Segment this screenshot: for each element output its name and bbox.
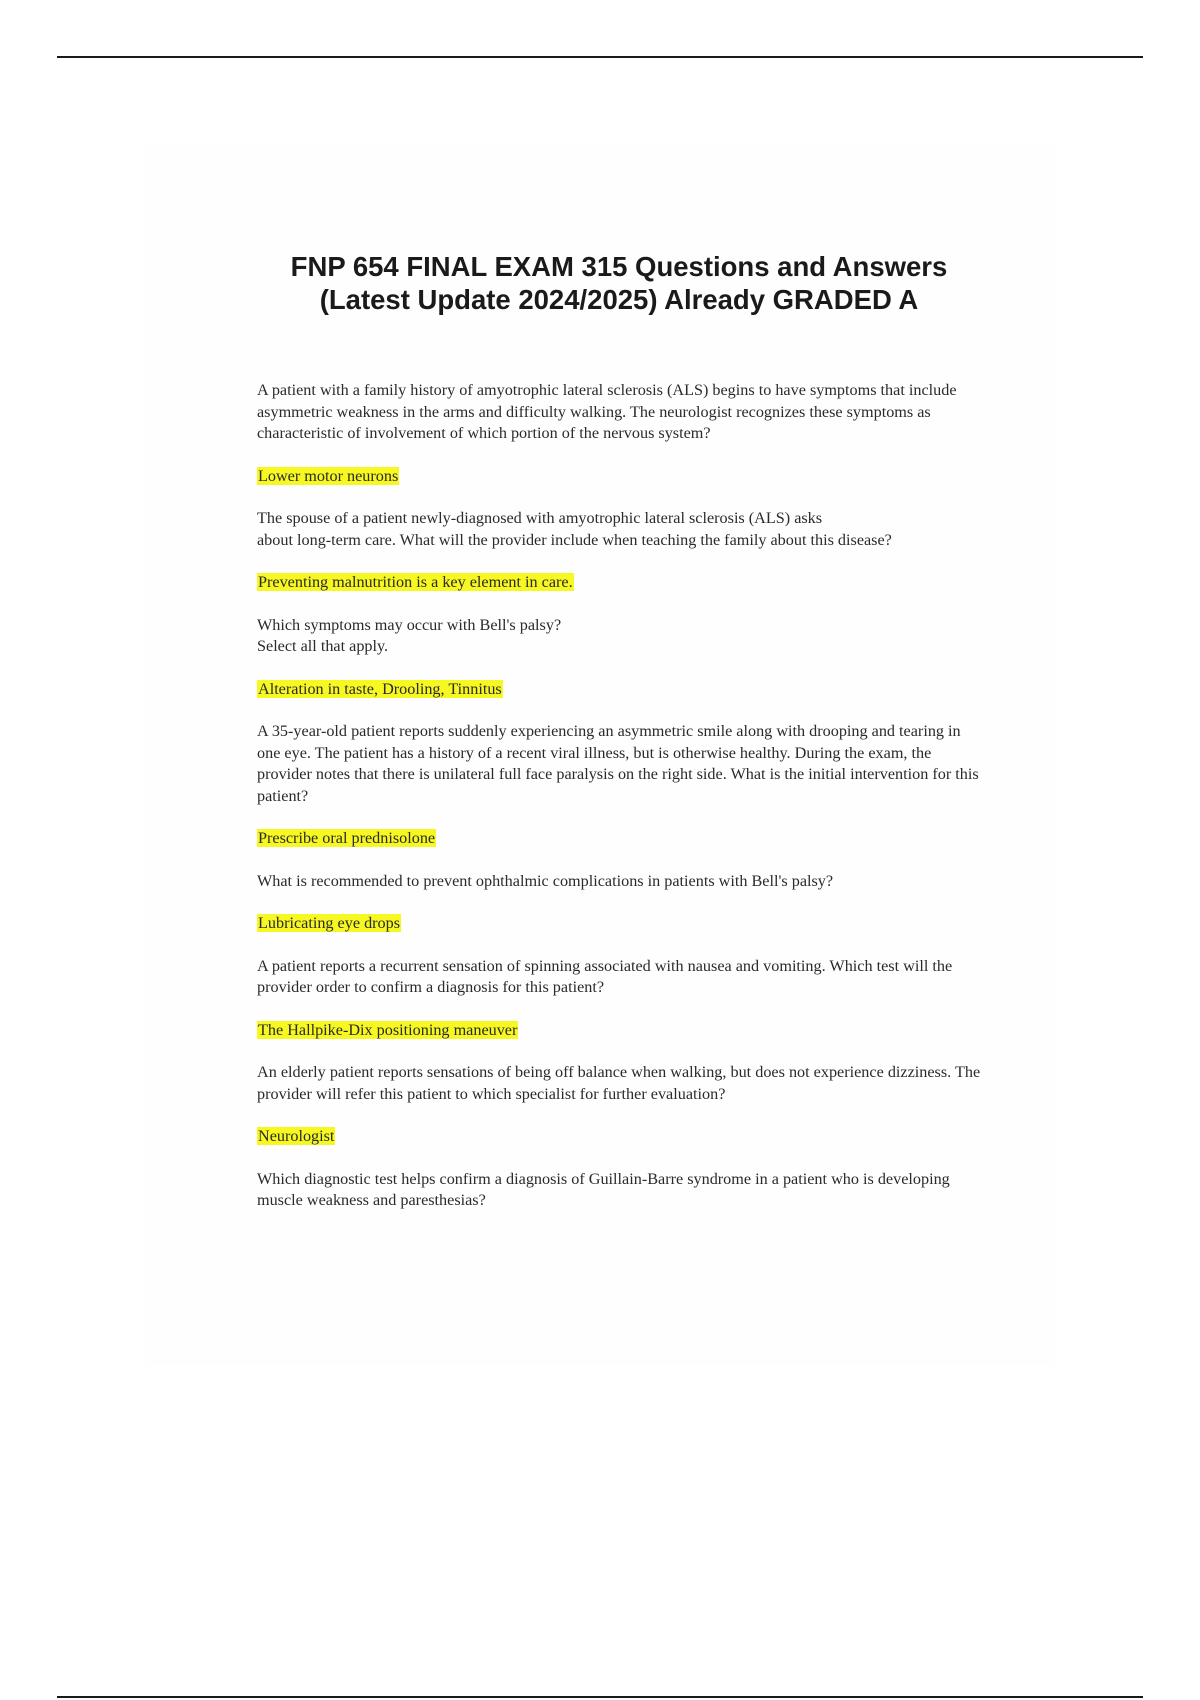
answer-3-highlight: Alteration in taste, Drooling, Tinnitus — [258, 679, 502, 698]
answer-4-highlight: Prescribe oral prednisolone — [258, 829, 436, 847]
document-body — [257, 250, 982, 1233]
document-title — [209, 250, 1029, 316]
answer-4 — [257, 828, 982, 850]
question-5: What is recommended to prevent ophthalmic complications in patients with Bell's palsy? — [257, 871, 834, 890]
title-line-2: (Latest Update 2024/2025) Already GRADED A — [319, 284, 919, 315]
question-7: An elderly patient reports sensations of being off balance when walking, but does not experience dizziness. The provider will refer this patient to which specialist for further evaluation? — [257, 1063, 981, 1103]
top-rule — [57, 56, 1143, 58]
answer-7-highlight: Neurologist — [258, 1127, 335, 1145]
question-8: Which diagnostic test helps confirm a diagnosis of Guillain-Barre syndrome in a patient who is developing muscle weakness and paresthesias? — [257, 1169, 950, 1209]
answer-3 — [257, 679, 982, 701]
question-3: Which symptoms may occur with Bell's palsy? Select all that apply. — [257, 615, 562, 655]
answer-6 — [257, 1020, 982, 1042]
question-2: The spouse of a patient newly-diagnosed with amyotrophic lateral sclerosis (ALS) asks about long-term care. What will the provider include when teaching the family about this disease? — [257, 509, 892, 549]
answer-2 — [257, 572, 982, 594]
answer-2-highlight: Preventing malnutrition is a key element in care. — [258, 573, 573, 591]
answer-6-highlight: The Hallpike-Dix positioning maneuver — [258, 1020, 518, 1039]
answer-7 — [257, 1126, 982, 1148]
bottom-rule — [57, 1696, 1143, 1698]
answer-5-highlight: Lubricating eye drops — [258, 914, 401, 932]
answer-5 — [257, 913, 982, 935]
qa-list — [257, 380, 982, 1212]
question-1: A patient with a family history of amyotrophic lateral sclerosis (ALS) begins to have symptoms that include asymmetric weakness in the arms and difficulty walking. The neurologist recognizes these symptoms as characteristic of involvement of which portion of the nervous system? — [257, 381, 957, 442]
question-4: A 35-year-old patient reports suddenly experiencing an asymmetric smile along with drooping and tearing in one eye. The patient has a history of a recent viral illness, but is otherwise healthy. During the exam, the provider notes that there is unilateral full face paralysis on the right side. What is the initial intervention for this patient? — [257, 722, 979, 805]
question-6: A patient reports a recurrent sensation of spinning associated with nausea and vomiting. Which test will the provider order to confirm a diagnosis for this patient? — [257, 956, 953, 996]
answer-1 — [257, 466, 982, 488]
answer-1-highlight: Lower motor neurons — [258, 466, 399, 485]
title-line-1: FNP 654 FINAL EXAM 315 Questions and Answers — [290, 251, 948, 282]
